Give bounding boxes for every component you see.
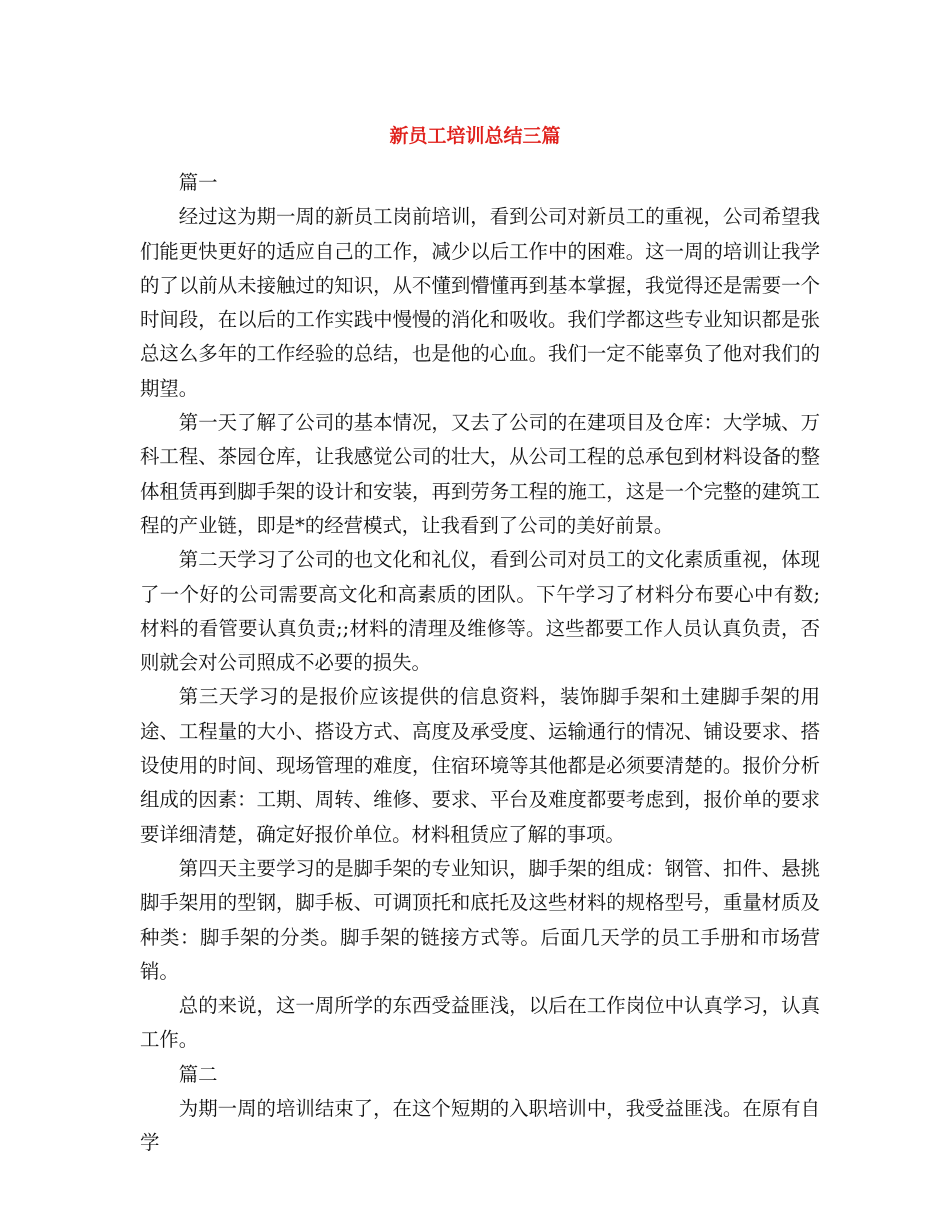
paragraph: 第二天学习了公司的也文化和礼仪，看到公司对员工的文化素质重视，体现了一个好的公司需要高文化和高素质的团队。下午学习了材料分布要心中有数;材料的看管要认真负责;;材料的清理及维修等。这些都要工作人员认真负责，否则就会对公司照成不必要的损失。: [140, 548, 820, 675]
paragraph: 为期一周的培训结束了，在这个短期的入职培训中，我受益匪浅。在原有自学: [140, 1097, 820, 1155]
section-heading: 篇一: [178, 171, 218, 194]
paragraph: 第一天了解了公司的基本情况，又去了公司的在建项目及仓库：大学城、万科工程、茶园仓库，让我感觉公司的壮大，从公司工程的总承包到材料设备的整体租赁再到脚手架的设计和安装，再到劳务工程的施工，这是一个完整的建筑工程的产业链，即是*的经营模式，让我看到了公司的美好前景。: [140, 411, 820, 537]
paragraph: 第三天学习的是报价应该提供的信息资料，装饰脚手架和土建脚手架的用途、工程量的大小、搭设方式、高度及承受度、运输通行的情况、铺设要求、搭设使用的时间、现场管理的难度，住宿环境等其他都是必须要清楚的。报价分析组成的因素：工期、周转、维修、要求、平台及难度都要考虑到，报价单的要求要详细清楚，确定好报价单位。材料租赁应了解的事项。: [140, 685, 820, 846]
section-heading: 篇二: [178, 1062, 218, 1086]
document-title: 新员工培训总结三篇: [389, 125, 561, 147]
paragraph: 第四天主要学习的是脚手架的专业知识，脚手架的组成：钢管、扣件、悬挑脚手架用的型钢，脚手板、可调顶托和底托及这些材料的规格型号，重量材质及种类：脚手架的分类。脚手架的链接方式等。后面几天学的员工手册和市场营销。: [140, 856, 820, 983]
document-body: [140, 166, 820, 1161]
paragraph: 经过这为期一周的新员工岗前培训，看到公司对新员工的重视，公司希望我们能更快更好的适应自己的工作，减少以后工作中的困难。这一周的培训让我学的了以前从未接触过的知识，从不懂到懵懂再到基本掌握，我觉得还是需要一个时间段，在以后的工作实践中慢慢的消化和吸收。我们学都这些专业知识都是张总这么多年的工作经验的总结，也是他的心血。我们一定不能辜负了他对我们的期望。: [140, 205, 820, 400]
paragraph: 总的来说，这一周所学的东西受益匪浅，以后在工作岗位中认真学习，认真工作。: [140, 994, 820, 1052]
